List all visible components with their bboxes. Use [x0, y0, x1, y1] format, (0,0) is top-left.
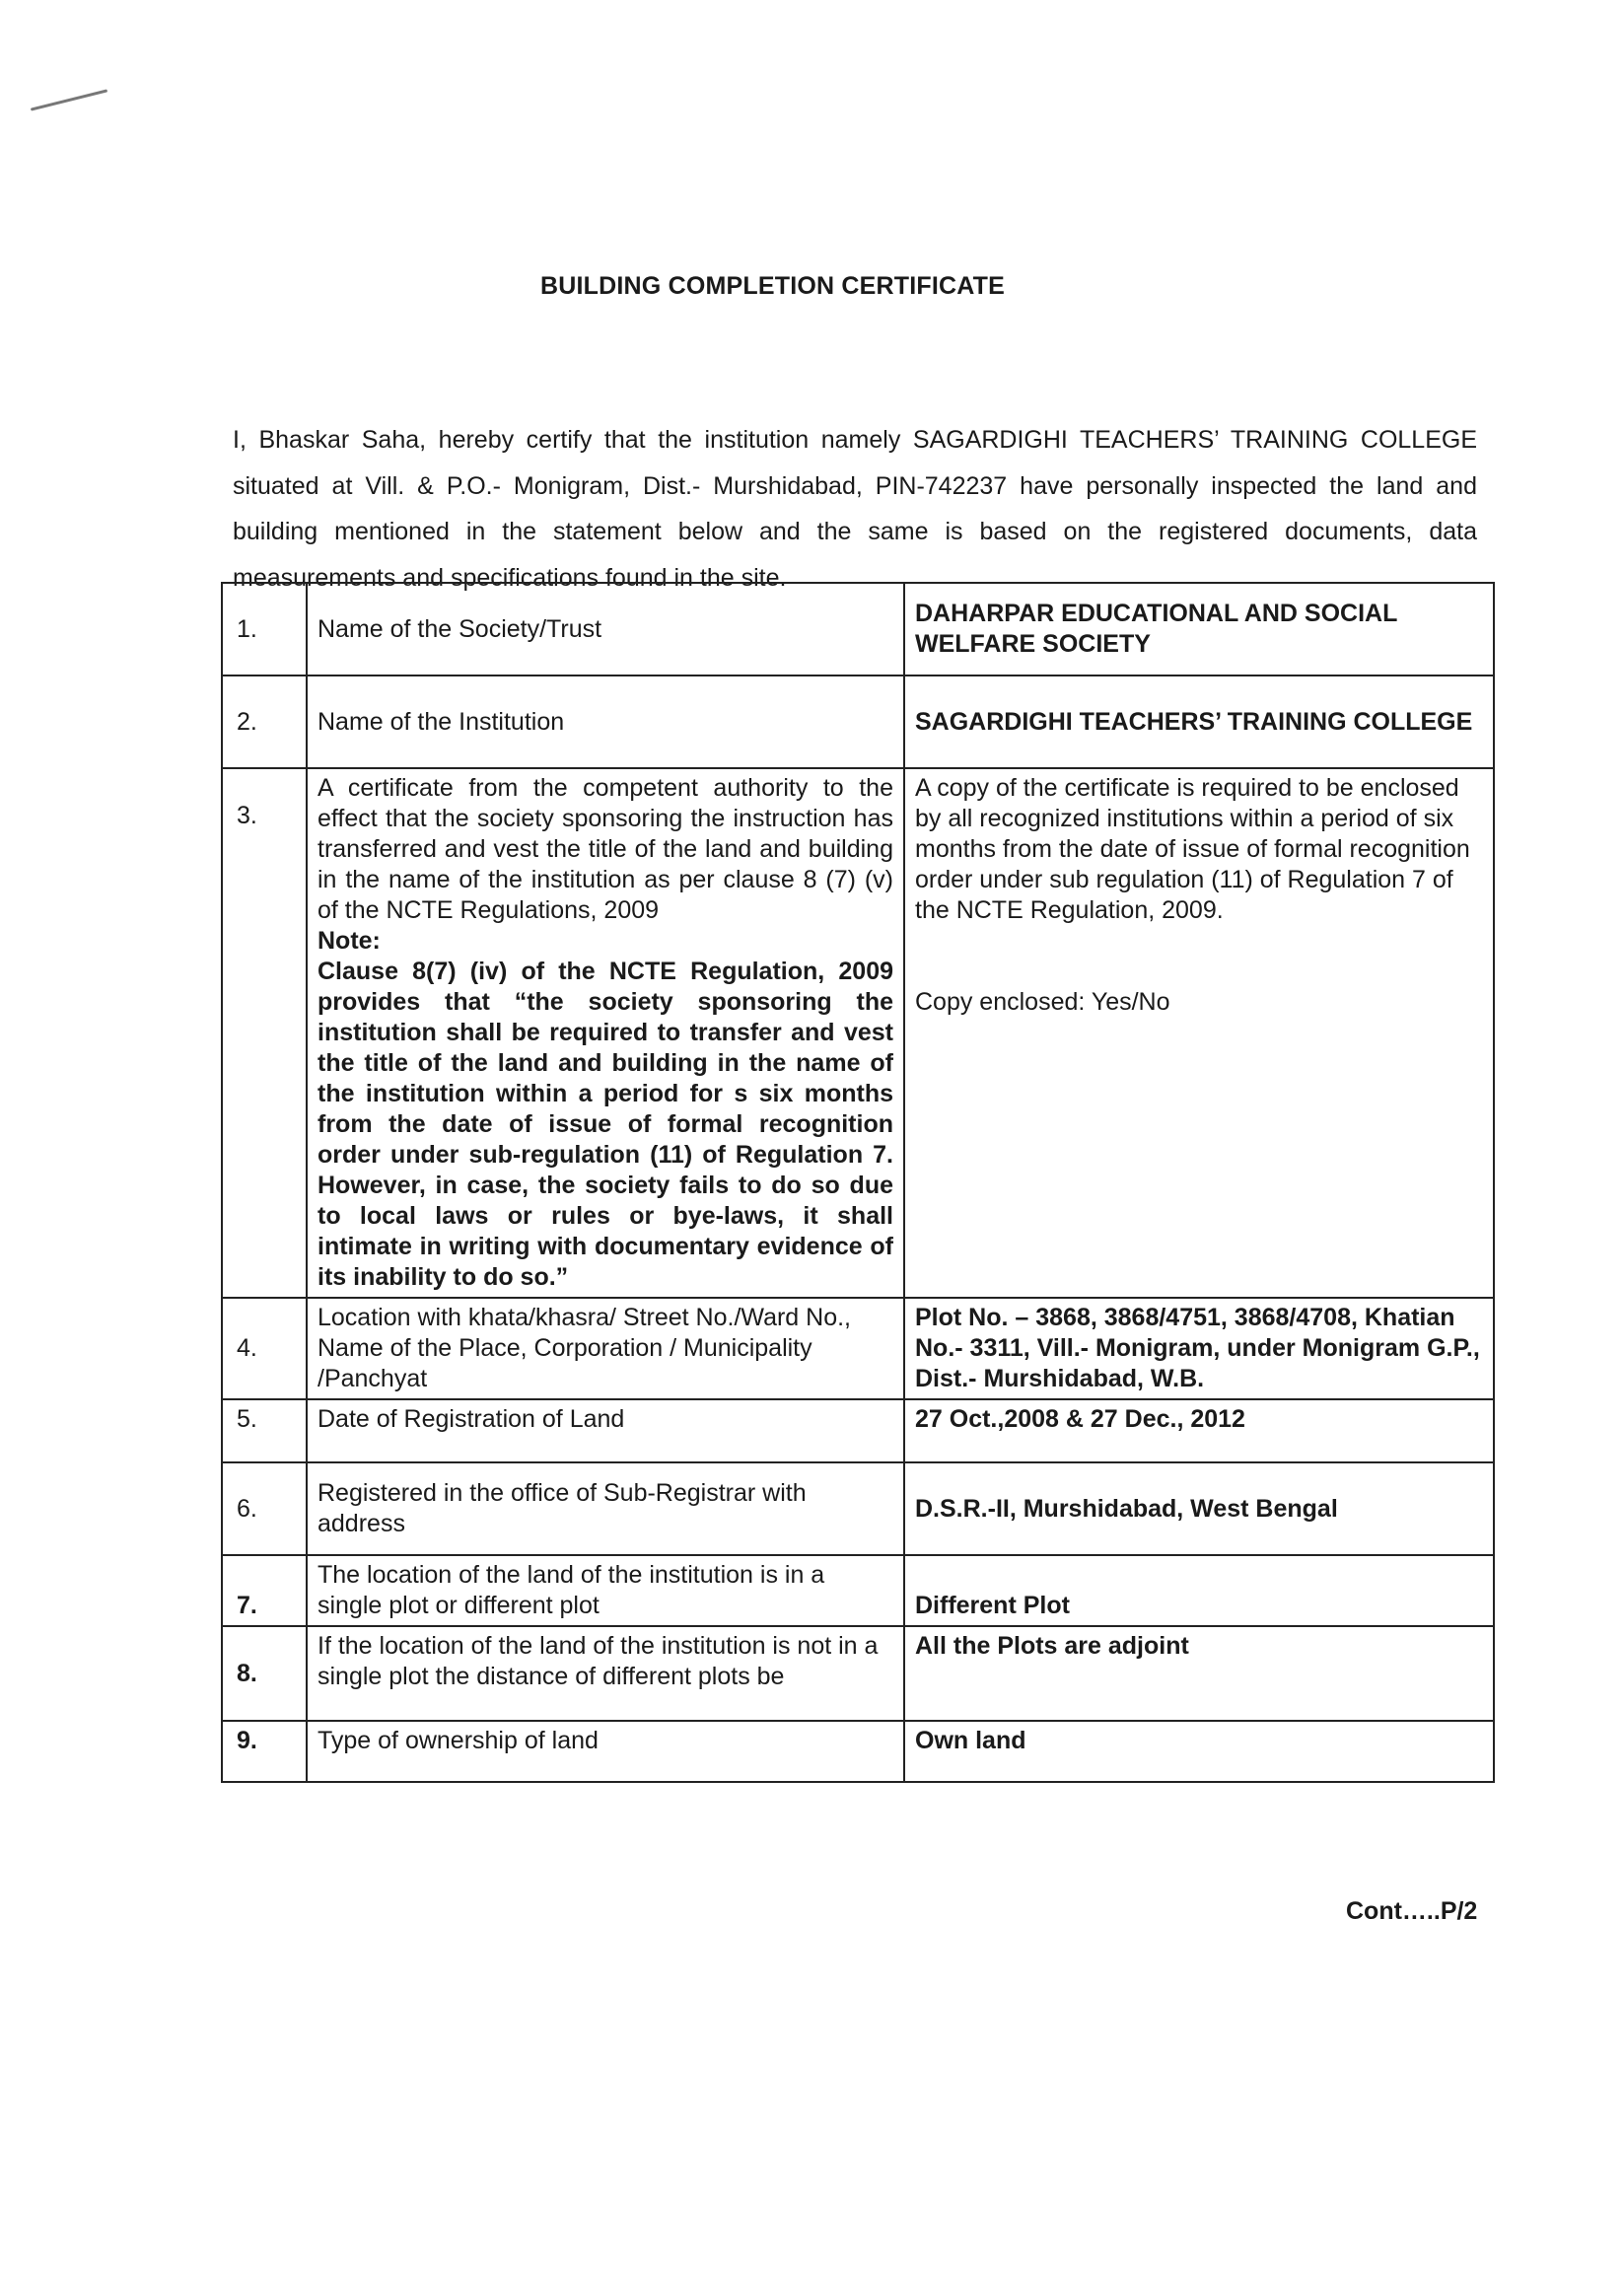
table-row: [222, 1462, 1494, 1555]
row-number: 7.: [222, 1555, 307, 1626]
row-label: Registered in the office of Sub-Registrar with address: [307, 1462, 904, 1555]
row-value: DAHARPAR EDUCATIONAL AND SOCIAL WELFARE SOCIETY: [904, 583, 1494, 675]
row-label-cell: [307, 768, 904, 1298]
row-label: Location with khata/khasra/ Street No./Ward No., Name of the Place, Corporation / Municipality /Panchyat: [307, 1298, 904, 1399]
row-value: D.S.R.-II, Murshidabad, West Bengal: [904, 1462, 1494, 1555]
row-number: 6.: [222, 1462, 307, 1555]
row-value: A copy of the certificate is required to be enclosed by all recognized institutions within a period of six months from the date of issue of formal recognition order under sub regulation (11) of Regulation 7 of the NCTE Regulation, 2009.: [915, 774, 1470, 924]
stray-pen-mark: [31, 89, 107, 110]
row-number: 8.: [222, 1626, 307, 1721]
intro-paragraph: I, Bhaskar Saha, hereby certify that the institution namely SAGARDIGHI TEACHERS’ TRAINING COLLEGE situated at Vill. & P.O.- Monigram, Dist.- Murshidabad, PIN-742237 have personally inspected the land and building mentioned in the statement below and the same is based on the registered documents, data measurements and specifications found in the site.: [233, 426, 1477, 592]
row-value: Different Plot: [904, 1555, 1494, 1626]
row-number: 5.: [222, 1399, 307, 1462]
statement-table: [221, 582, 1495, 1783]
continuation-note: Cont…..P/2: [1346, 1897, 1478, 1925]
row-value: Own land: [904, 1721, 1494, 1782]
row-number: 3.: [222, 768, 307, 1298]
row-label: If the location of the land of the institution is not in a single plot the distance of different plots be: [307, 1626, 904, 1721]
row-value: 27 Oct.,2008 & 27 Dec., 2012: [904, 1399, 1494, 1462]
certificate-title-text: BUILDING COMPLETION CERTIFICATE: [540, 272, 1005, 300]
row-label: A certificate from the competent authority to the effect that the society sponsoring the instruction has transferred and vest the title of the land and building in the name of the institution as per clause 8 (7) (v) of the NCTE Regulations, 2009: [318, 774, 893, 924]
row-label: Name of the Society/Trust: [307, 583, 904, 675]
row-label: Type of ownership of land: [307, 1721, 904, 1782]
row-label: Date of Registration of Land: [307, 1399, 904, 1462]
note-heading: Note:: [318, 927, 381, 955]
table-row: [222, 1626, 1494, 1721]
row-value: Plot No. – 3868, 3868/4751, 3868/4708, Khatian No.- 3311, Vill.- Monigram, under Monigram G.P., Dist.- Murshidabad, W.B.: [904, 1298, 1494, 1399]
row-value-cell: [904, 768, 1494, 1298]
table-row: [222, 583, 1494, 675]
row-number: 4.: [222, 1298, 307, 1399]
row-value: All the Plots are adjoint: [904, 1626, 1494, 1721]
row-label: The location of the land of the institution is in a single plot or different plot: [307, 1555, 904, 1626]
row-number: 1.: [222, 583, 307, 675]
table-row: [222, 1721, 1494, 1782]
row-label: Name of the Institution: [307, 675, 904, 768]
row-number: 2.: [222, 675, 307, 768]
row-number: 9.: [222, 1721, 307, 1782]
copy-enclosed: Copy enclosed: Yes/No: [915, 988, 1170, 1016]
table-row: [222, 1399, 1494, 1462]
spacer: [915, 926, 1483, 987]
table-row: [222, 675, 1494, 768]
table-row: [222, 1298, 1494, 1399]
note-body: Clause 8(7) (iv) of the NCTE Regulation, 2009 provides that “the society sponsoring the institution shall be required to transfer and vest the title of the land and building in the name of the institution within a period for s six months from the date of issue of formal recognition order under sub-regulation (11) of Regulation 7. However, in case, the society fails to do so due to local laws or rules or bye-laws, it shall intimate in writing with documentary evidence of its inability to do so.”: [318, 958, 893, 1291]
row-value: SAGARDIGHI TEACHERS’ TRAINING COLLEGE: [904, 675, 1494, 768]
certificate-title: [0, 272, 1624, 301]
table-row: [222, 768, 1494, 1298]
table-row: [222, 1555, 1494, 1626]
